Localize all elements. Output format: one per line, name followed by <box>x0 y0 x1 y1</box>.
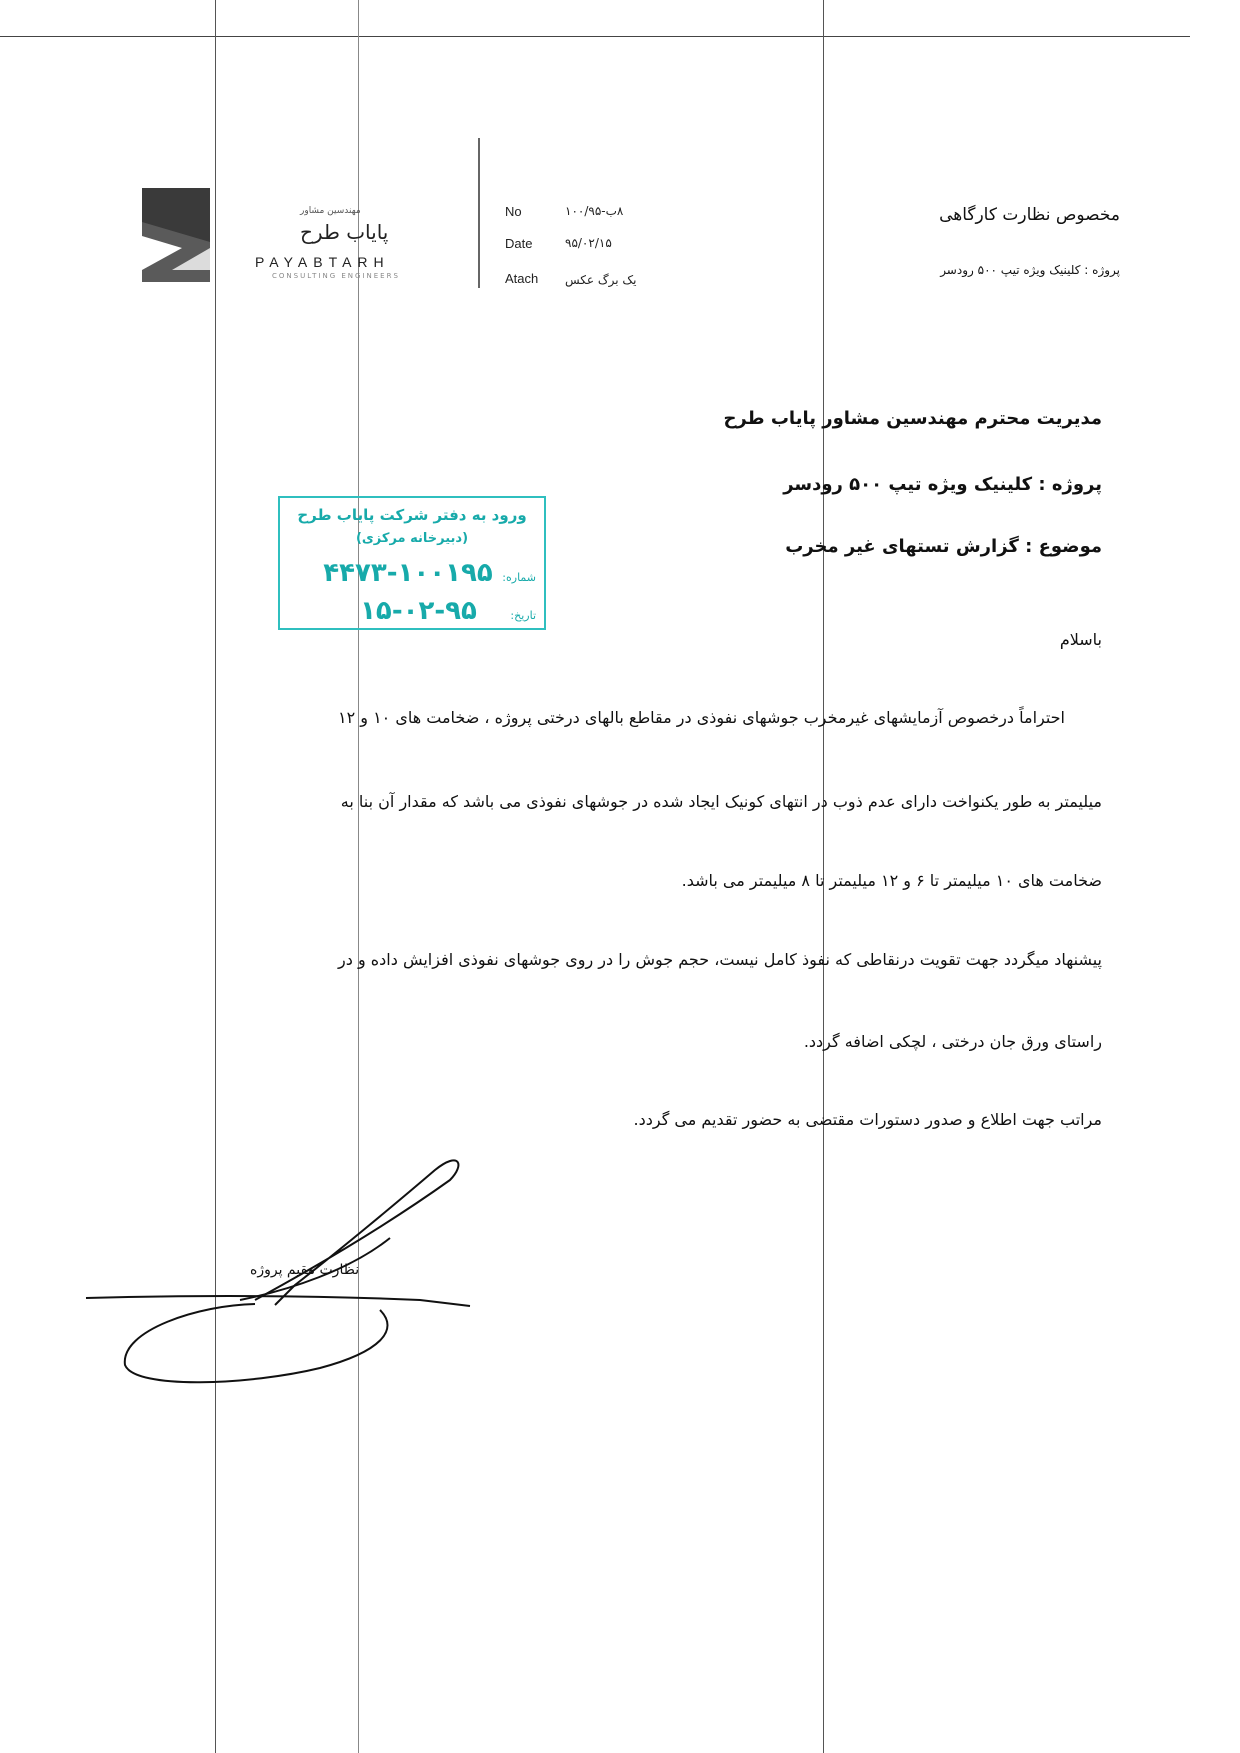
header-project: پروژه : کلینیک ویژه تیپ ۵۰۰ رودسر <box>940 263 1120 277</box>
date-label: Date <box>505 236 533 251</box>
logo-persian-name: پایاب طرح <box>300 220 389 244</box>
body-line: راستای ورق جان درختی ، لچکی اضافه گردد. <box>803 1032 1102 1051</box>
stamp-number-label: شماره: <box>502 571 536 584</box>
attachment-label: Atach <box>505 271 539 286</box>
body-line: میلیمتر به طور یکنواخت دارای عدم ذوب در انتهای کونیک ایجاد شده در جوشهای نفوذی می باشد که مقدار آن بنا به <box>340 792 1102 811</box>
letterhead-divider <box>478 138 480 288</box>
signature-title: نظارت مقیم پروژه <box>250 1262 360 1278</box>
stamp-subtitle: (دبیرخانه مرکزی) <box>355 531 469 546</box>
logo-english-name: PAYABTARH <box>255 254 390 270</box>
company-logo-icon <box>142 188 210 282</box>
body-line: احتراماً درخصوص آزمایشهای غیرمخرب جوشهای نفوذی در مقاطع بالهای درختی پروژه ، ضخامت های ۱۰ و ۱۲ <box>337 708 1065 727</box>
body-line: مراتب جهت اطلاع و صدور دستورات مقتضی به حضور تقدیم می گردد. <box>633 1110 1102 1129</box>
scan-vertical-line <box>215 0 216 1753</box>
stamp-title: ورود به دفتر شرکت پایاب طرح <box>297 506 527 524</box>
body-line: پیشنهاد میگردد جهت تقویت درنقاطی که نفوذ کامل نیست، حجم جوش را در روی جوشهای نفوذی افزایش داده و در <box>338 950 1102 969</box>
handwritten-signature <box>80 1120 480 1404</box>
project-line: پروژه : کلینیک ویژه تیپ ۵۰۰ رودسر <box>783 474 1102 495</box>
registration-stamp <box>278 496 546 630</box>
stamp-number-value: ۱۰۰۱۹۵-۴۴۷۳ <box>323 558 493 588</box>
recipient-line: مدیریت محترم مهندسین مشاور پایاب طرح <box>723 408 1102 429</box>
number-value: ۸ب-۱۰۰/۹۵ <box>565 204 624 218</box>
attachment-value: یک برگ عکس <box>565 273 637 287</box>
header-title: مخصوص نظارت کارگاهی <box>939 205 1120 225</box>
logo-tagline: CONSULTING ENGINEERS <box>272 272 400 280</box>
logo-small-text: مهندسین مشاور <box>300 206 361 216</box>
date-value: ۹۵/۰۲/۱۵ <box>565 236 612 250</box>
greeting: باسلام <box>1059 630 1102 649</box>
stamp-date-value: ۹۵-۰۲-۱۵ <box>360 596 477 626</box>
number-label: No <box>505 204 522 219</box>
stamp-date-label: تاریخ: <box>510 609 536 622</box>
body-line: ضخامت های ۱۰ میلیمتر تا ۶ و ۱۲ میلیمتر تا ۸ میلیمتر می باشد. <box>681 871 1102 890</box>
subject-line: موضوع : گزارش تستهای غیر مخرب <box>785 536 1102 557</box>
scan-horizontal-line <box>0 36 1190 37</box>
